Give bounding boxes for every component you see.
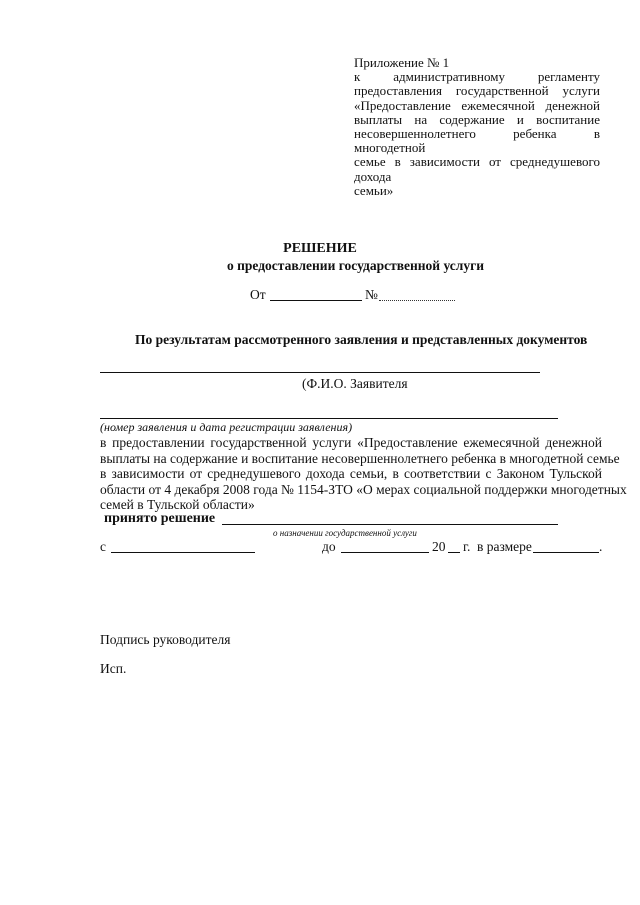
annex-line: несовершеннолетнего ребенка в многодетной	[354, 126, 600, 156]
decision-caption: о назначении государственной услуги	[273, 528, 417, 538]
body-line: области от 4 декабря 2008 года № 1154-ЗТО «О мерах социальной поддержки многодетных	[100, 481, 627, 497]
year-prefix: 20	[432, 539, 446, 554]
decision-field-line	[222, 524, 558, 525]
annex-title: Приложение № 1	[354, 55, 450, 70]
applicant-field-line	[100, 372, 540, 373]
body-line: в зависимости от среднедушевого дохода семьи, в соответствии с Законом Тульской	[100, 466, 602, 481]
document-title: РЕШЕНИЕ	[283, 241, 357, 256]
period-end: .	[599, 539, 603, 554]
period-from-label: с	[100, 539, 106, 554]
annex-block	[354, 56, 600, 198]
amount-label: в размере	[477, 539, 532, 554]
intro-text: По результатам рассмотренного заявления и представленных документов	[135, 332, 588, 347]
period-to-label: до	[322, 539, 336, 554]
annex-line: к административному регламенту	[354, 69, 600, 85]
application-caption: (номер заявления и дата регистрации заявления)	[100, 420, 353, 434]
annex-line: предоставления государственной услуги	[354, 83, 600, 99]
application-field-line	[100, 418, 558, 419]
body-paragraph	[100, 435, 627, 513]
annex-line: «Предоставление ежемесячной денежной	[354, 97, 600, 113]
body-line: выплаты на содержание и воспитание несовершеннолетнего ребенка в многодетной семье	[100, 450, 620, 466]
annex-line: выплаты на содержание и воспитание	[354, 111, 600, 127]
executor-label: Исп.	[100, 661, 127, 676]
document-subtitle: о предоставлении государственной услуги	[227, 258, 485, 273]
year-field-line	[448, 552, 460, 553]
number-label: №	[365, 287, 378, 302]
annex-line: семьи»	[354, 182, 394, 198]
body-line: семей в Тульской области»	[100, 497, 255, 512]
body-line: в предоставлении государственной услуги «Предоставление ежемесячной денежной	[100, 435, 602, 450]
period-to-field-line	[341, 552, 429, 553]
annex-line: семье в зависимости от среднедушевого дохода	[354, 154, 600, 184]
signature-label: Подпись руководителя	[100, 632, 231, 647]
year-suffix: г.	[463, 539, 471, 554]
decision-label: принято решение	[104, 511, 216, 526]
period-from-field-line	[111, 552, 255, 553]
amount-field-line	[533, 552, 599, 553]
applicant-caption: (Ф.И.О. Заявителя	[302, 376, 408, 391]
from-label: От	[250, 287, 266, 302]
date-field-line	[270, 300, 362, 301]
number-field-line	[379, 300, 455, 301]
